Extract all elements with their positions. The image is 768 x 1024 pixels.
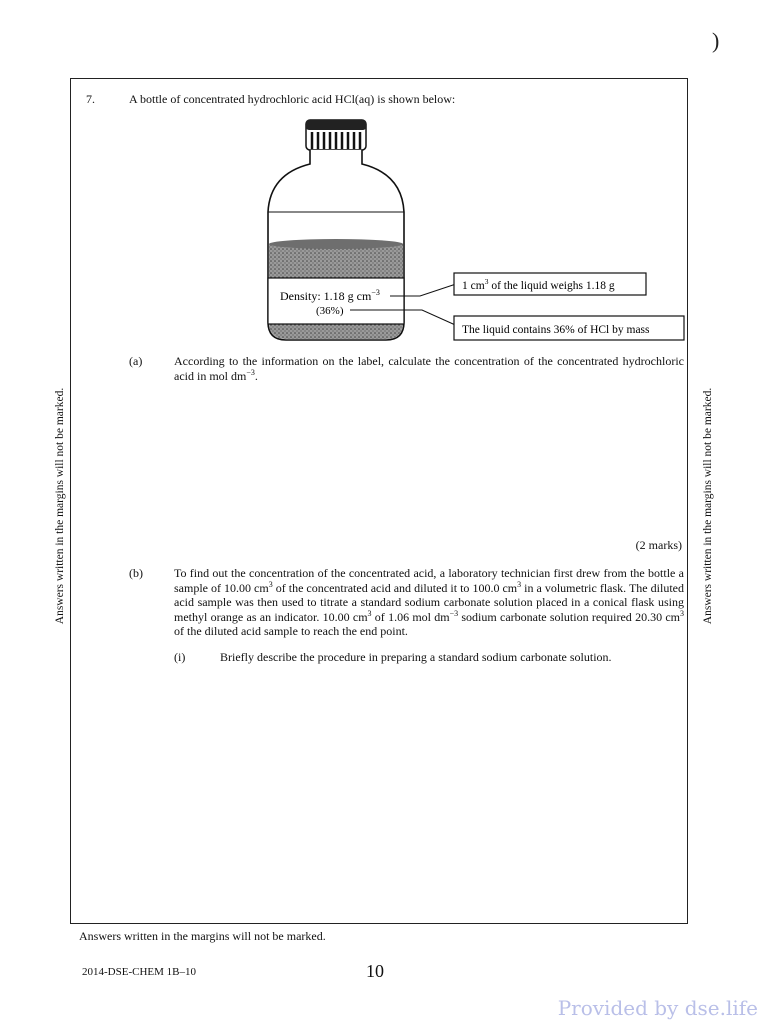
watermark: Provided by dse.life — [557, 996, 758, 1020]
part-a-text: According to the information on the label, calculate the concentration of the concentrated hydrochloric acid in mol $dm^{-3}$. — [174, 354, 684, 383]
callout-box-mass — [454, 316, 684, 340]
corner-mark: ) — [712, 28, 720, 53]
percent-label: (36%) — [316, 305, 344, 317]
callout-box-weight — [454, 273, 646, 295]
margin-note-right: Answers written in the margins will not be marked. — [702, 387, 714, 625]
question-intro: A bottle of concentrated hydrochloric acid HCl(aq) is shown below: — [129, 92, 456, 106]
svg-text:The liquid contains 36% of HCl: The liquid contains 36% of HCl by mass — [462, 324, 650, 336]
bottle-diagram — [250, 112, 700, 352]
margin-note-left: Answers written in the margins will not be marked. — [54, 387, 66, 625]
svg-text:1 cm3 of the liquid weighs 1.1: 1 $cm^3$ of the liquid weighs 1.18 g — [462, 277, 615, 292]
part-b-text: To find out the concentration of the concentrated acid, a laboratory technician first drew from the bottle a sample of 10.00 $cm^3$ of the concentrated acid and diluted it to 100.0 $cm^3$ in a volumetric flask. The diluted acid sample was then used to titrate a standard sodium carbonate solution placed in a conical flask using methyl orange as an indicator. 10.00 $cm^3$ of 1.06 mol $dm^{-3}$ sodium carbonate solution required 20.30 $cm^3$ of the diluted acid sample to reach the end point. — [174, 566, 684, 638]
bottle-cap — [306, 120, 366, 150]
question-number: 7. — [86, 92, 95, 106]
page-number: 10 — [366, 961, 384, 981]
part-a-label: (a) — [129, 354, 143, 368]
part-b-i-label: (i) — [174, 650, 186, 664]
part-b-i-text: Briefly describe the procedure in preparing a standard sodium carbonate solution. — [220, 650, 612, 664]
part-a-marks: (2 marks) — [635, 538, 682, 552]
density-label: Density: 1.18 g $cm^{-3}$ — [280, 288, 380, 303]
part-b-label: (b) — [129, 566, 143, 580]
paper-code: 2014-DSE-CHEM 1B–10 — [82, 966, 196, 978]
margin-note-bottom: Answers written in the margins will not be marked. — [79, 929, 326, 943]
